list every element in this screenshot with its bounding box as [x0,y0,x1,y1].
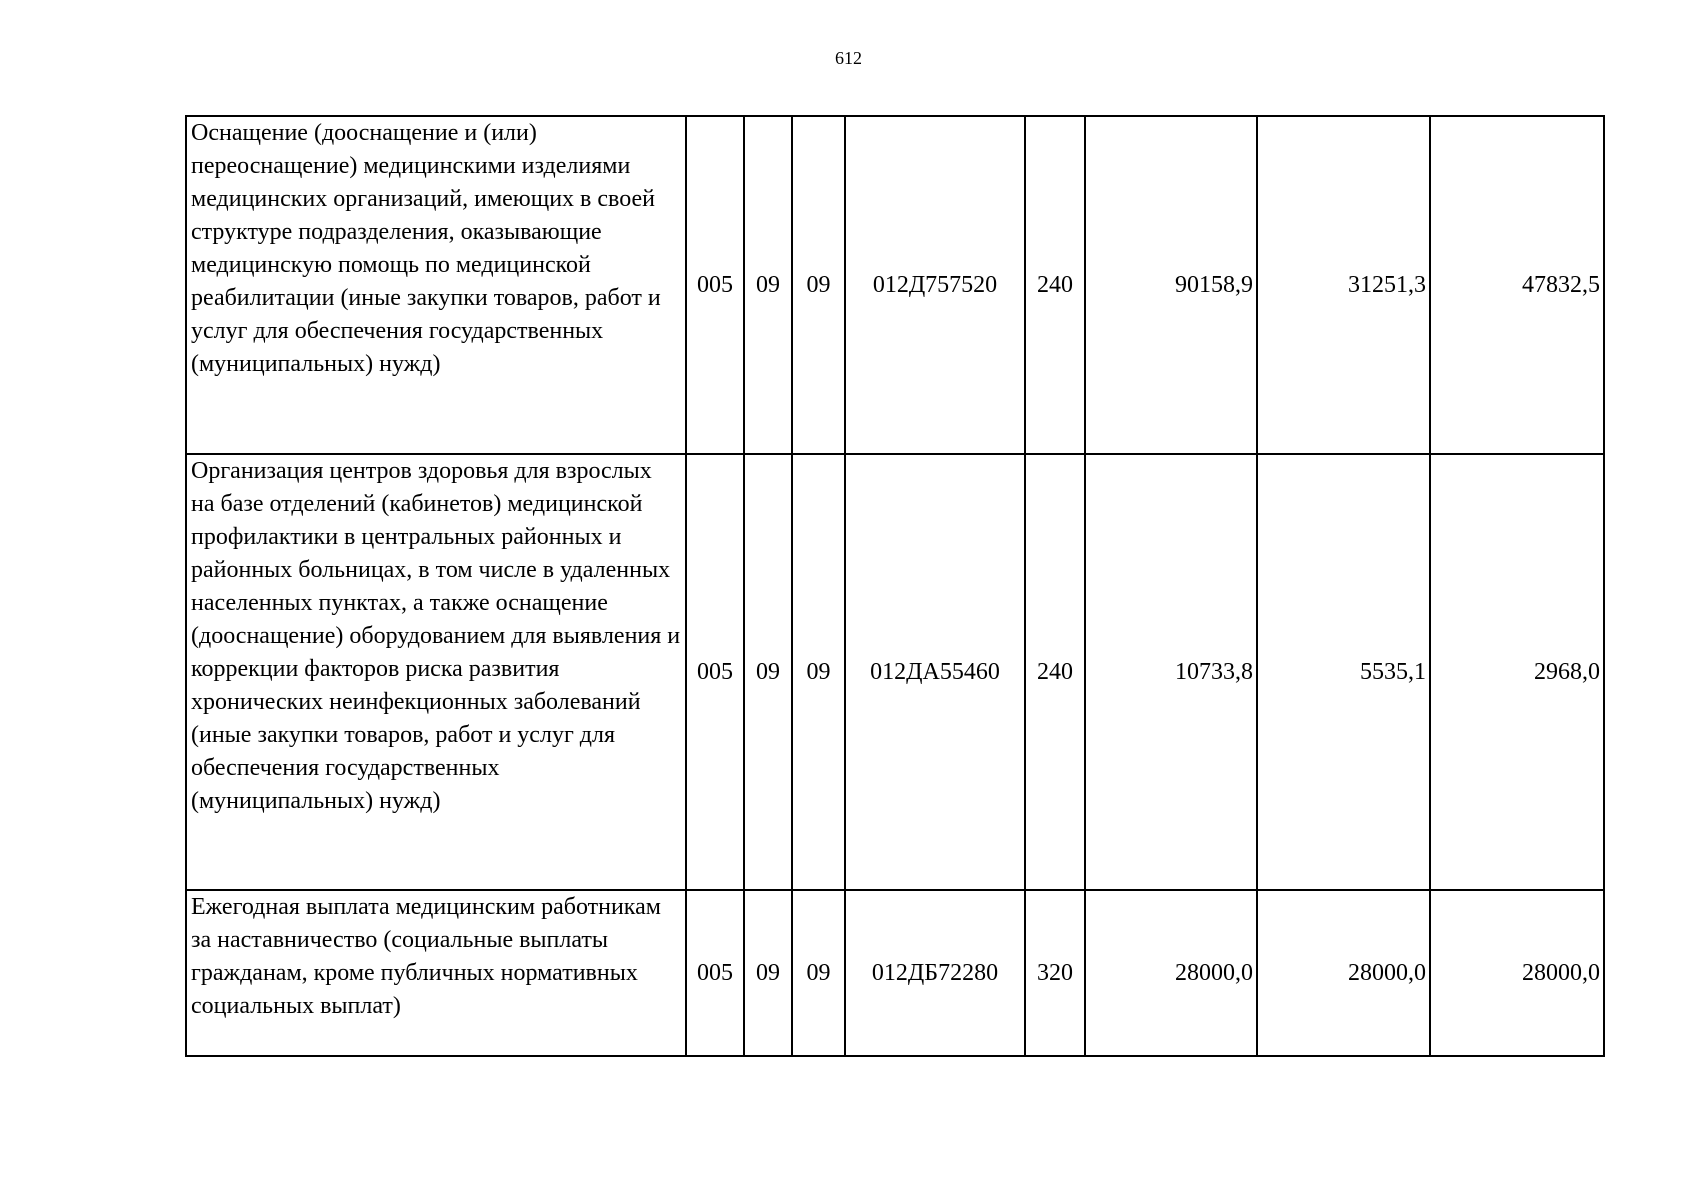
row-description: Организация центров здоровья для взрослых на базе отделений (кабинетов) медицинской профилактики в центральных районных и районных больницах, в том числе в удаленных населенных пунктах, а также оснащение (дооснащение) оборудованием для выявления и коррекции факторов риска развития хронических неинфекционных заболеваний (иные закупки товаров, работ и услуг для обеспечения государственных (муниципальных) нужд) [186,454,686,890]
ministry-code: 005 [686,116,744,454]
page-number: 612 [835,48,862,68]
expense-type-code: 320 [1025,890,1085,1056]
row-description: Оснащение (дооснащение и (или) переоснащение) медицинскими изделиями медицинских организаций, имеющих в своей структуре подразделения, оказывающие медицинскую помощь по медицинской реабилитации (иные закупки товаров, работ и услуг для обеспечения государственных (муниципальных) нужд) [186,116,686,454]
amount-1: 28000,0 [1085,890,1257,1056]
amount-3: 2968,0 [1430,454,1604,890]
section-code: 09 [744,890,792,1056]
amount-3: 47832,5 [1430,116,1604,454]
target-article-code: 012ДА55460 [845,454,1025,890]
expense-type-code: 240 [1025,454,1085,890]
section-code: 09 [744,116,792,454]
budget-table [185,115,1605,1057]
target-article-code: 012Д757520 [845,116,1025,454]
subsection-code: 09 [792,116,845,454]
target-article-code: 012ДБ72280 [845,890,1025,1056]
subsection-code: 09 [792,890,845,1056]
amount-1: 90158,9 [1085,116,1257,454]
ministry-code: 005 [686,454,744,890]
subsection-code: 09 [792,454,845,890]
amount-2: 31251,3 [1257,116,1430,454]
ministry-code: 005 [686,890,744,1056]
table-row [186,890,1604,1056]
table-row [186,454,1604,890]
row-description: Ежегодная выплата медицинским работникам за наставничество (социальные выплаты гражданам, кроме публичных нормативных социальных выплат) [186,890,686,1056]
section-code: 09 [744,454,792,890]
amount-2: 5535,1 [1257,454,1430,890]
amount-1: 10733,8 [1085,454,1257,890]
expense-type-code: 240 [1025,116,1085,454]
amount-3: 28000,0 [1430,890,1604,1056]
table-row [186,116,1604,454]
amount-2: 28000,0 [1257,890,1430,1056]
